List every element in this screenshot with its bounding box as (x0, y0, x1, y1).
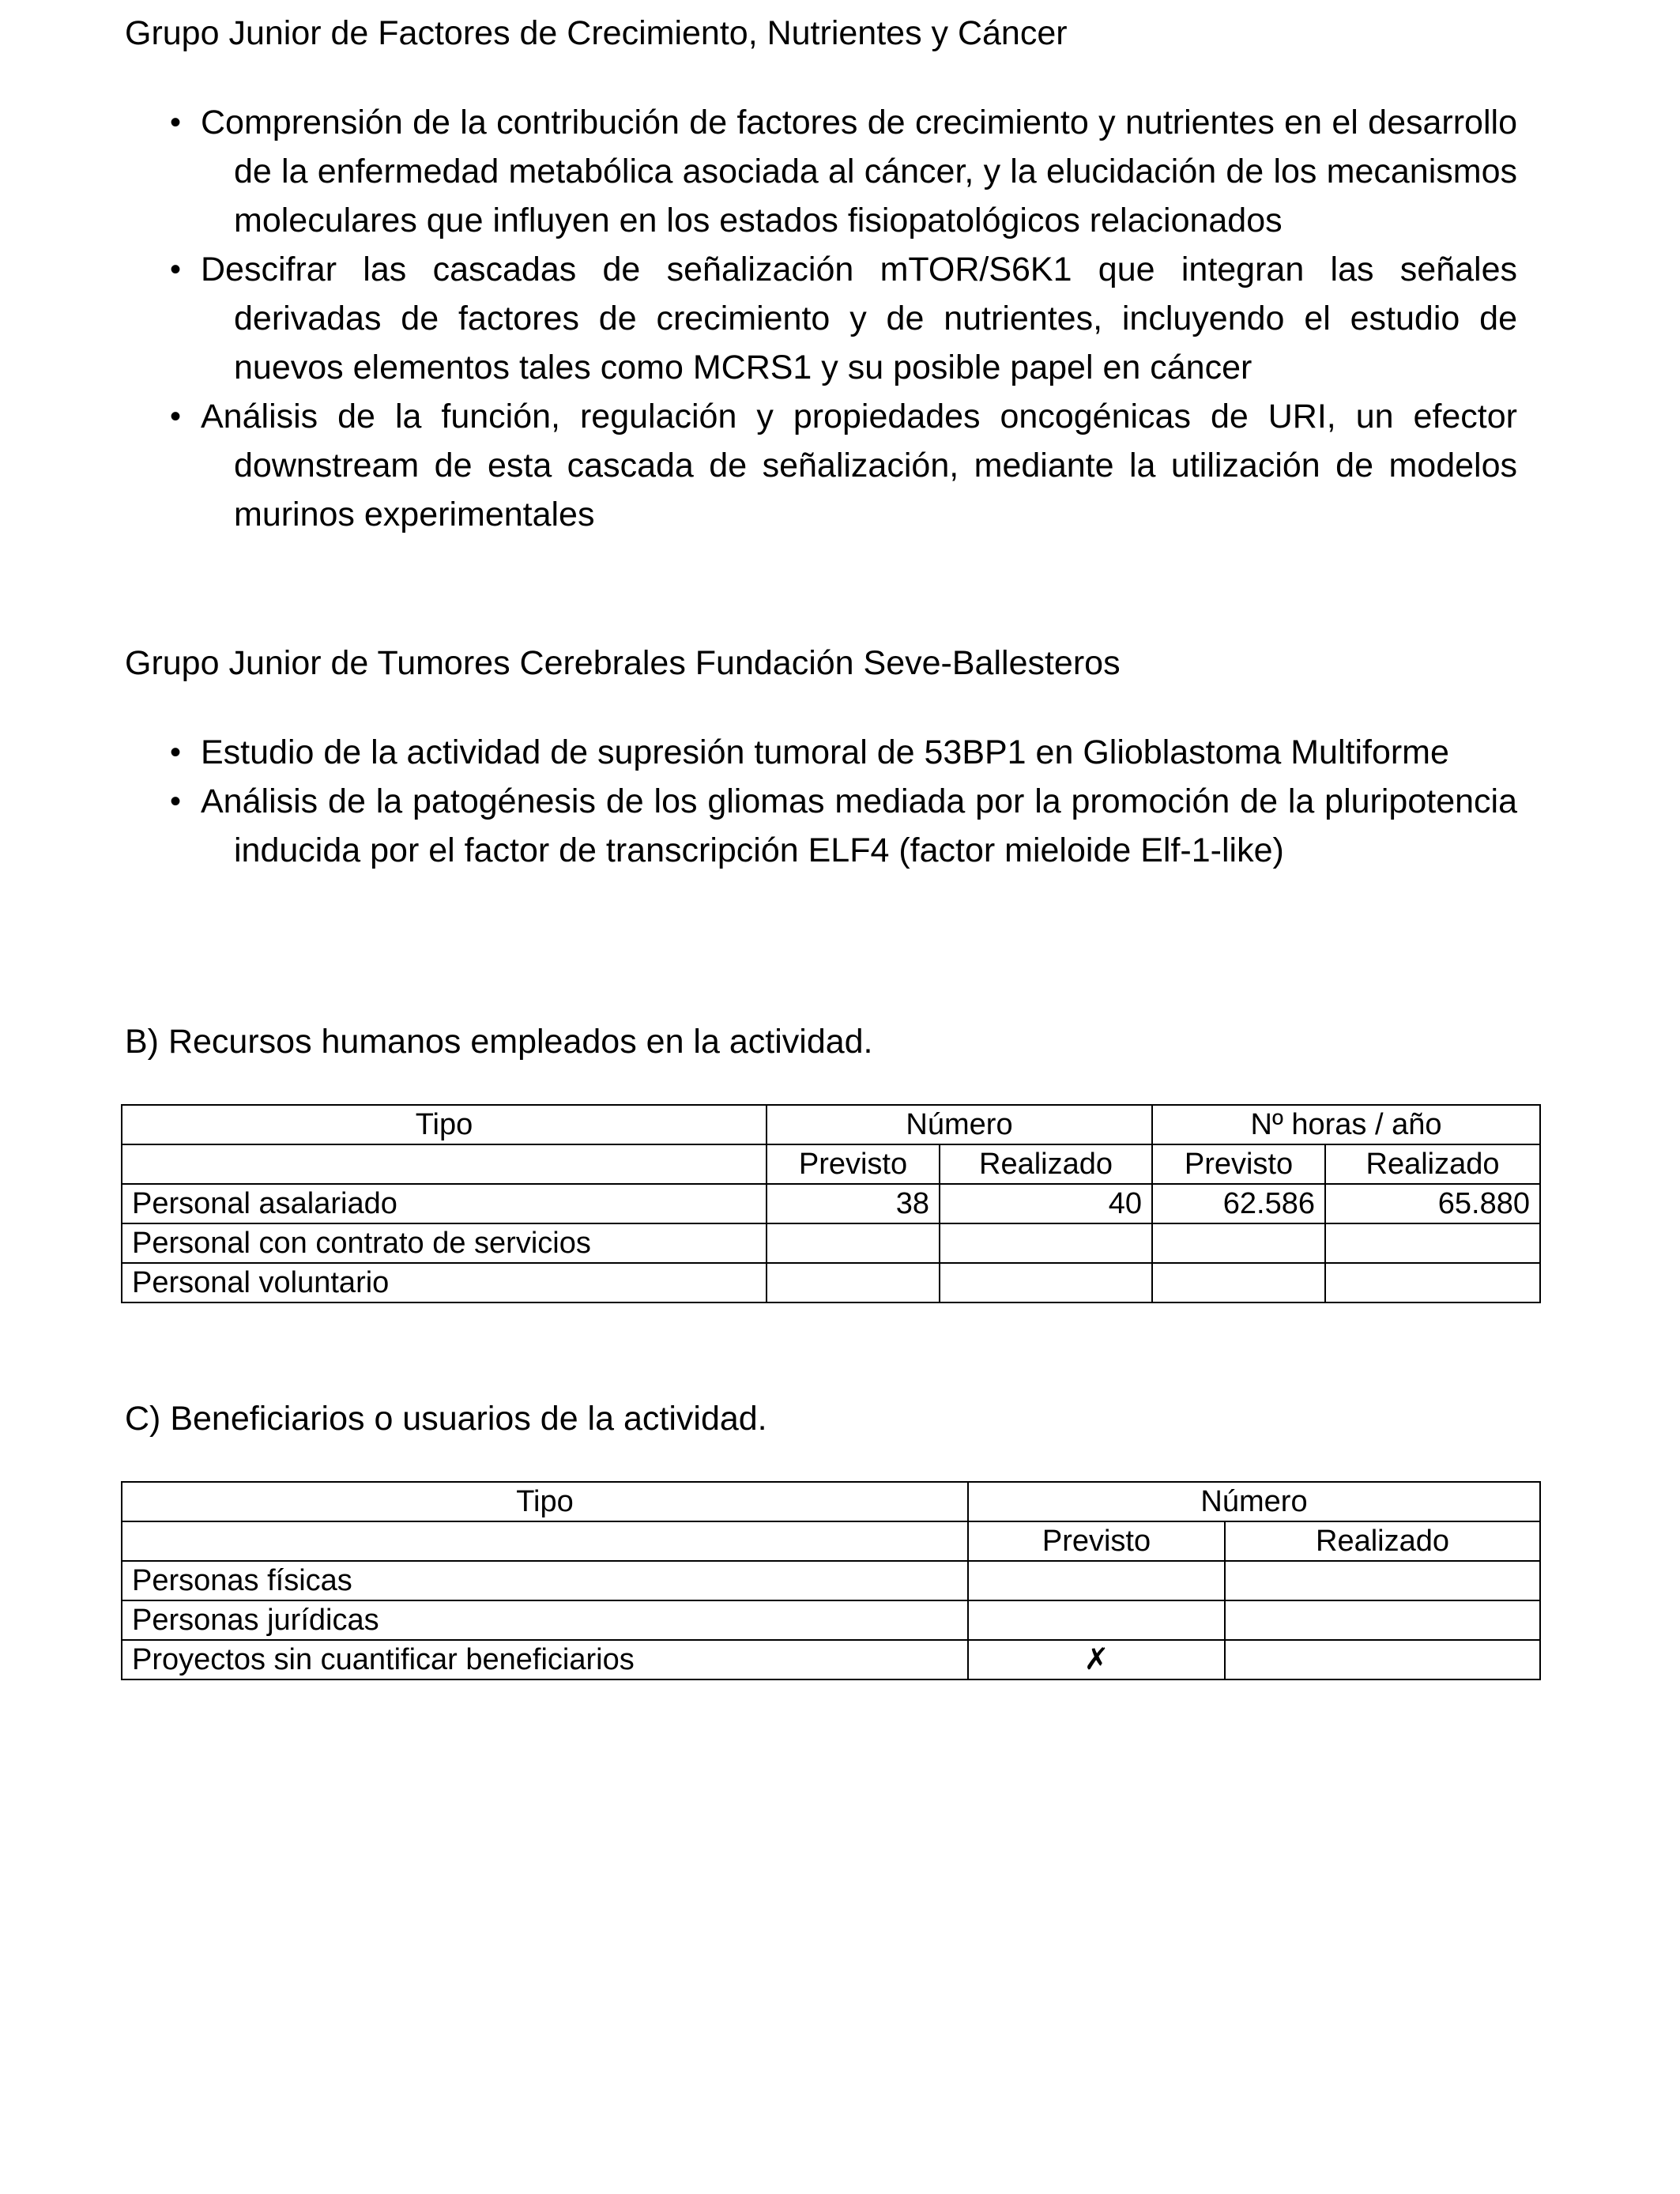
subheader-empty (122, 1521, 968, 1561)
human-resources-table (121, 1104, 1541, 1303)
cell-horas-previsto (1152, 1263, 1325, 1302)
list-item-text: Estudio de la actividad de supresión tumoral de 53BP1 en Glioblastoma Multiforme (201, 733, 1449, 771)
subheader-horas-realizado: Realizado (1325, 1144, 1540, 1184)
cell-num-previsto (767, 1263, 940, 1302)
list-item (170, 728, 1517, 777)
bullet-icon: • (170, 784, 182, 819)
cell-num-realizado (940, 1223, 1152, 1263)
table-row (122, 1263, 1540, 1302)
cell-realizado (1225, 1561, 1540, 1600)
cell-tipo: Proyectos sin cuantificar beneficiarios (122, 1640, 968, 1679)
table-row (122, 1600, 1540, 1640)
cell-num-realizado: 40 (940, 1184, 1152, 1223)
list-item-text: Análisis de la patogénesis de los gliomas mediada por la promoción de la pluripotencia inducida por el factor de transcripción ELF4 (factor mieloide Elf-1-like) (201, 782, 1517, 869)
bullet-icon: • (170, 105, 182, 140)
cell-previsto (968, 1600, 1225, 1640)
cell-tipo: Personal voluntario (122, 1263, 767, 1302)
subheader-previsto: Previsto (968, 1521, 1225, 1561)
list-item-text: Análisis de la función, regulación y propiedades oncogénicas de URI, un efector downstream de esta cascada de señalización, mediante la utilización de modelos murinos experimentales (201, 398, 1517, 533)
group-title-growth-factors: Grupo Junior de Factores de Crecimiento, Nutrientes y Cáncer (125, 14, 1068, 52)
bullet-icon: • (170, 252, 182, 287)
header-tipo: Tipo (122, 1105, 767, 1144)
cell-tipo: Personas físicas (122, 1561, 968, 1600)
header-numero: Número (968, 1482, 1540, 1521)
subheader-num-realizado: Realizado (940, 1144, 1152, 1184)
cell-num-realizado (940, 1263, 1152, 1302)
bullet-list-brain-tumors (170, 728, 1517, 875)
list-item (170, 245, 1517, 392)
cell-horas-realizado (1325, 1223, 1540, 1263)
cell-realizado (1225, 1640, 1540, 1679)
cell-num-previsto (767, 1223, 940, 1263)
cell-horas-previsto: 62.586 (1152, 1184, 1325, 1223)
bullet-icon: • (170, 399, 182, 434)
table-row (122, 1640, 1540, 1679)
header-tipo: Tipo (122, 1482, 968, 1521)
list-item-text: Comprensión de la contribución de factores de crecimiento y nutrientes en el desarrollo de la enfermedad metabólica asociada al cáncer, y la elucidación de los mecanismos moleculares que influyen en los estados fisiopatológicos relacionados (201, 104, 1517, 239)
table-row (122, 1223, 1540, 1263)
cell-previsto-checkmark: ✗ (968, 1640, 1225, 1679)
subheader-horas-previsto: Previsto (1152, 1144, 1325, 1184)
cell-horas-realizado (1325, 1263, 1540, 1302)
table-header-row (122, 1105, 1540, 1144)
table-row (122, 1561, 1540, 1600)
cell-tipo: Personal asalariado (122, 1184, 767, 1223)
section-c-title: C) Beneficiarios o usuarios de la actividad. (125, 1400, 767, 1438)
header-horas: Nº horas / año (1152, 1105, 1540, 1144)
bullet-icon: • (170, 735, 182, 770)
table-row (122, 1184, 1540, 1223)
group-title-brain-tumors: Grupo Junior de Tumores Cerebrales Fundación Seve-Ballesteros (125, 644, 1121, 682)
table-subheader-row (122, 1144, 1540, 1184)
cell-horas-previsto (1152, 1223, 1325, 1263)
subheader-num-previsto: Previsto (767, 1144, 940, 1184)
cell-realizado (1225, 1600, 1540, 1640)
list-item-text: Descifrar las cascadas de señalización mTOR/S6K1 que integran las señales derivadas de factores de crecimiento y de nutrientes, incluyendo el estudio de nuevos elementos tales como MCRS1 y su posible papel en cáncer (201, 251, 1517, 386)
cell-previsto (968, 1561, 1225, 1600)
list-item (170, 98, 1517, 245)
cell-num-previsto: 38 (767, 1184, 940, 1223)
table-header-row (122, 1482, 1540, 1521)
cell-horas-realizado: 65.880 (1325, 1184, 1540, 1223)
table-subheader-row (122, 1521, 1540, 1561)
list-item (170, 777, 1517, 875)
section-b-title: B) Recursos humanos empleados en la actividad. (125, 1023, 873, 1061)
subheader-realizado: Realizado (1225, 1521, 1540, 1561)
beneficiaries-table (121, 1481, 1541, 1680)
bullet-list-growth-factors (170, 98, 1517, 539)
cell-tipo: Personal con contrato de servicios (122, 1223, 767, 1263)
cell-tipo: Personas jurídicas (122, 1600, 968, 1640)
subheader-empty (122, 1144, 767, 1184)
header-numero: Número (767, 1105, 1152, 1144)
list-item (170, 392, 1517, 539)
